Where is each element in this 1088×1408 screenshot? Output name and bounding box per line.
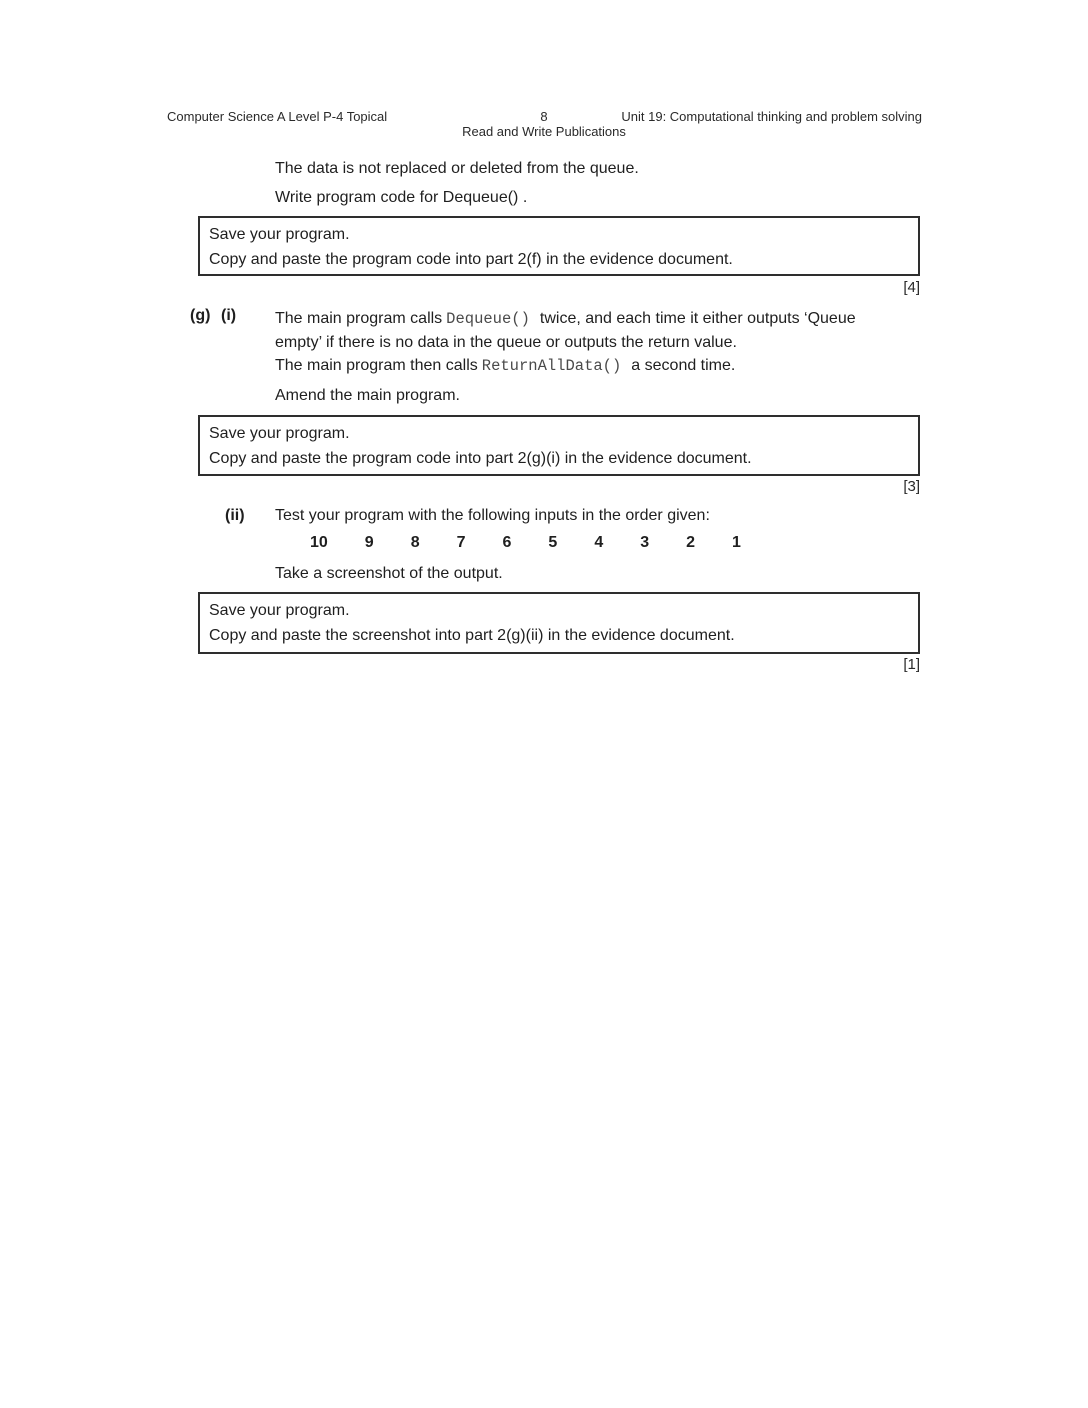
g-ii-paragraph-1: Test your program with the following inputs in the order given: bbox=[275, 507, 710, 524]
save-box-part-2f bbox=[198, 216, 920, 276]
g-i-p2-text-after: a second time. bbox=[631, 357, 736, 374]
marks-2gi: [3] bbox=[903, 478, 920, 495]
test-input-value: 3 bbox=[640, 534, 650, 551]
test-input-value: 9 bbox=[364, 534, 374, 551]
marks-2gii: [1] bbox=[903, 656, 920, 673]
g-i-p1-code-dequeue: Dequeue() bbox=[446, 310, 530, 328]
intro-paragraph-2: Write program code for Dequeue() . bbox=[275, 189, 528, 206]
g-i-paragraph-1 bbox=[275, 307, 897, 354]
test-input-value: 4 bbox=[594, 534, 604, 551]
g-i-paragraph-3: Amend the main program. bbox=[275, 387, 460, 404]
test-input-value: 10 bbox=[310, 534, 328, 551]
save-box-part-2gi bbox=[198, 415, 920, 476]
header-page-number: 8 bbox=[540, 109, 548, 124]
marks-2f: [4] bbox=[903, 279, 920, 296]
save-box-part-2gii bbox=[198, 592, 920, 654]
header-course-title: Computer Science A Level P-4 Topical bbox=[167, 109, 388, 124]
save-box-line-2: Copy and paste the screenshot into part 2(g)(ii) in the evidence document. bbox=[209, 627, 735, 644]
save-box-line-1: Save your program. bbox=[209, 226, 350, 243]
part-label-g-ii: (ii) bbox=[225, 507, 245, 524]
test-input-value: 7 bbox=[456, 534, 466, 551]
save-box-line-1: Save your program. bbox=[209, 425, 350, 442]
g-i-paragraph-2 bbox=[275, 357, 735, 375]
g-ii-paragraph-2: Take a screenshot of the output. bbox=[275, 565, 503, 582]
g-i-p1-text-before: The main program calls bbox=[275, 310, 443, 327]
test-input-value: 6 bbox=[502, 534, 512, 551]
g-i-p1-text-after: twice, and each time it either outputs ‘Queue empty’ if there is no data in the queue or outputs the return value. bbox=[275, 310, 856, 351]
test-input-value: 2 bbox=[686, 534, 696, 551]
header-unit-title: Unit 19: Computational thinking and problem solving bbox=[621, 109, 922, 124]
intro-paragraph-1: The data is not replaced or deleted from the queue. bbox=[275, 160, 639, 177]
test-input-value: 1 bbox=[732, 534, 741, 551]
save-box-line-2: Copy and paste the program code into part 2(g)(i) in the evidence document. bbox=[209, 450, 752, 467]
part-label-g: (g) bbox=[190, 307, 211, 324]
save-box-line-1: Save your program. bbox=[209, 602, 350, 619]
test-inputs-row bbox=[310, 534, 741, 552]
g-i-p2-text-before: The main program then calls bbox=[275, 357, 478, 374]
header-publisher: Read and Write Publications bbox=[462, 124, 626, 139]
save-box-line-2: Copy and paste the program code into part 2(f) in the evidence document. bbox=[209, 251, 733, 268]
test-input-value: 5 bbox=[548, 534, 558, 551]
test-input-value: 8 bbox=[410, 534, 420, 551]
part-label-g-i: (i) bbox=[221, 307, 237, 324]
g-i-p2-code-returnalldata: ReturnAllData() bbox=[481, 357, 622, 375]
